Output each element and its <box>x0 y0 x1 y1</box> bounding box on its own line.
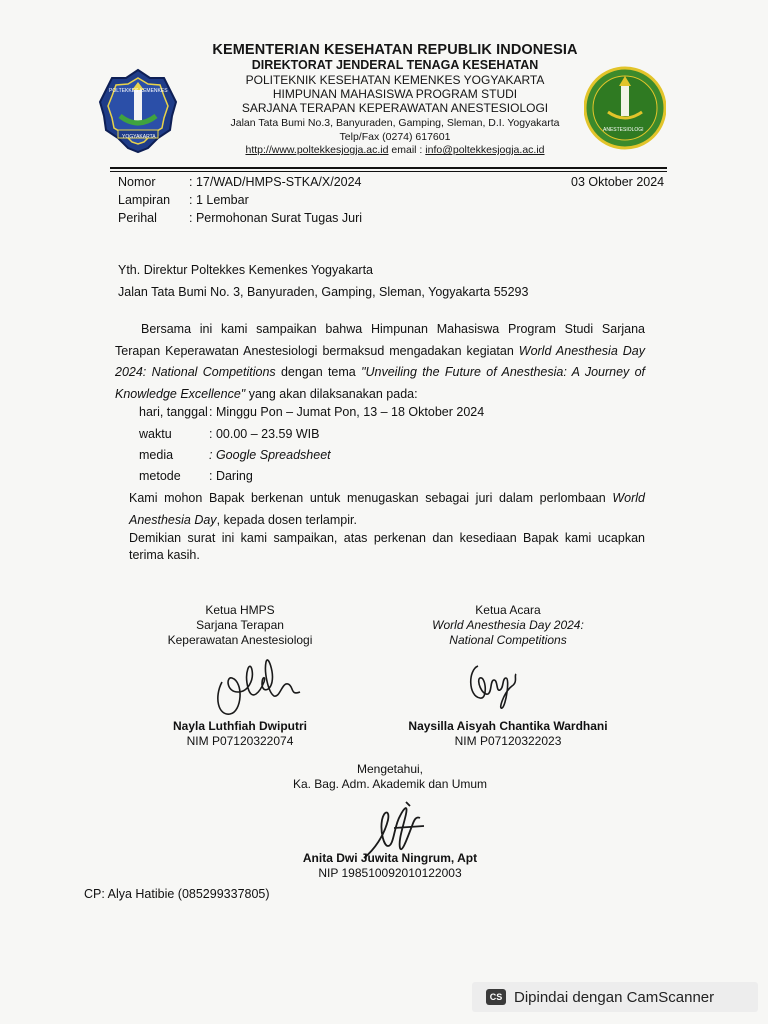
ministry-title: KEMENTERIAN KESEHATAN REPUBLIK INDONESIA <box>212 42 578 58</box>
logo-left-text-bottom: YOGYAKARTA <box>122 134 156 140</box>
camscanner-text: Dipindai dengan CamScanner <box>514 988 715 1006</box>
recipient-line1: Yth. Direktur Poltekkes Kemenkes Yogyakarta <box>118 263 373 277</box>
paragraph-intro <box>115 319 645 405</box>
signature-bottom-identity <box>270 851 510 881</box>
bottom-title-1: Mengetahui, <box>356 762 424 776</box>
left-title-3: Keperawatan Anestesiologi <box>167 633 313 647</box>
logo-left-text-top: POLTEKKES KEMENKES <box>109 88 168 94</box>
contact-person: CP: Alya Hatibie (085299337805) <box>84 887 270 901</box>
poltekkes-logo <box>98 68 178 154</box>
website-link[interactable]: http://www.poltekkesjogja.ac.id <box>245 144 389 156</box>
right-title-3: National Competitions <box>449 633 567 647</box>
detail-value-time: : 00.00 – 23.59 WIB <box>209 427 320 441</box>
signature-block-bottom <box>270 762 510 792</box>
email-label: email : <box>391 144 423 156</box>
logo-right-text: ANESTESIOLOGI <box>603 127 644 133</box>
intro-event-name: World Anesthesia Day 2024: National Competitions <box>115 343 645 379</box>
email-link[interactable]: info@poltekkesjogja.ac.id <box>425 144 545 156</box>
left-title-2: Sarjana Terapan <box>196 618 284 632</box>
detail-label-time: waktu <box>139 427 172 441</box>
signature-left <box>208 652 308 720</box>
association-title: HIMPUNAN MAHASISWA PROGRAM STUDI <box>272 87 518 101</box>
nomor-value: : 17/WAD/HMPS-STKA/X/2024 <box>189 175 362 189</box>
intro-text-1: Bersama ini kami sampaikan bahwa Himpunan Mahasiswa Program Studi Sarjana Terapan Keperawatan Anestesiologi bermaksud mengadakan kegiatan <box>115 322 645 358</box>
letter-date: 03 Oktober 2024 <box>571 175 665 189</box>
intro-text-3: yang akan dilaksanakan pada: <box>248 386 418 401</box>
header-rule-thick <box>110 167 667 169</box>
perihal-label: Perihal <box>118 211 157 225</box>
right-title-2: World Anesthesia Day 2024: <box>432 618 584 632</box>
letterhead <box>180 42 610 156</box>
detail-label-method: metode <box>139 469 181 483</box>
intro-text-2: dengan tema <box>280 365 356 379</box>
bottom-name: Anita Dwi Juwita Ningrum, Apt <box>302 851 478 865</box>
right-title-1: Ketua Acara <box>475 603 541 617</box>
camscanner-watermark <box>472 982 758 1012</box>
signature-block-right <box>388 603 628 648</box>
paragraph-closing <box>129 530 645 564</box>
detail-label-media: media <box>139 448 174 462</box>
address: Jalan Tata Bumi No.3, Banyuraden, Gamping, Sleman, D.I. Yogyakarta <box>230 117 560 129</box>
detail-value-method: : Daring <box>209 469 253 483</box>
program-title: SARJANA TERAPAN KEPERAWATAN ANESTESIOLOGI <box>241 101 549 115</box>
bottom-nip: NIP 198510092010122003 <box>318 866 462 880</box>
right-nim: NIM P07120322023 <box>454 734 562 748</box>
phone: Telp/Fax (0274) 617601 <box>339 131 451 143</box>
signature-right-identity <box>388 719 628 749</box>
request-event-name: World Anesthesia Day <box>129 491 645 527</box>
detail-label-date: hari, tanggal <box>139 405 208 419</box>
detail-value-media: : Google Spreadsheet <box>209 448 331 462</box>
header-rule-thin <box>110 171 667 172</box>
left-title-1: Ketua HMPS <box>205 603 275 617</box>
signature-left-identity <box>140 719 340 749</box>
signature-right <box>464 656 524 712</box>
left-name: Nayla Luthfiah Dwiputri <box>172 719 307 733</box>
right-name: Naysilla Aisyah Chantika Wardhani <box>408 719 608 733</box>
left-nim: NIM P07120322074 <box>186 734 294 748</box>
intro-theme: "Unveiling the Future of Anesthesia: A Journey of Knowledge Excellence" <box>115 365 645 401</box>
request-text-1: Kami mohon Bapak berkenan untuk menugaskan sebagai juri dalam perlombaan <box>129 491 606 505</box>
directorate-title: DIREKTORAT JENDERAL TENAGA KESEHATAN <box>251 58 539 72</box>
recipient-line2: Jalan Tata Bumi No. 3, Banyuraden, Gamping, Sleman, Yogyakarta 55293 <box>118 285 529 299</box>
lampiran-label: Lampiran <box>118 193 171 207</box>
camscanner-icon: CS <box>486 989 506 1005</box>
signature-block-left <box>140 603 340 648</box>
paragraph-request <box>129 488 645 531</box>
request-text-2: , kepada dosen terlampir. <box>216 512 357 527</box>
nomor-label: Nomor <box>118 175 156 189</box>
polytechnic-title: POLITEKNIK KESEHATAN KEMENKES YOGYAKARTA <box>245 73 545 87</box>
detail-value-date: : Minggu Pon – Jumat Pon, 13 – 18 Oktober 2024 <box>209 405 485 419</box>
bottom-title-2: Ka. Bag. Adm. Akademik dan Umum <box>292 777 488 791</box>
lampiran-value: : 1 Lembar <box>189 193 249 207</box>
closing-text: Demikian surat ini kami sampaikan, atas perkenan dan kesediaan Bapak kami ucapkan terima kasih. <box>129 531 645 562</box>
perihal-value: : Permohonan Surat Tugas Juri <box>189 211 363 225</box>
contact-line <box>180 144 610 156</box>
